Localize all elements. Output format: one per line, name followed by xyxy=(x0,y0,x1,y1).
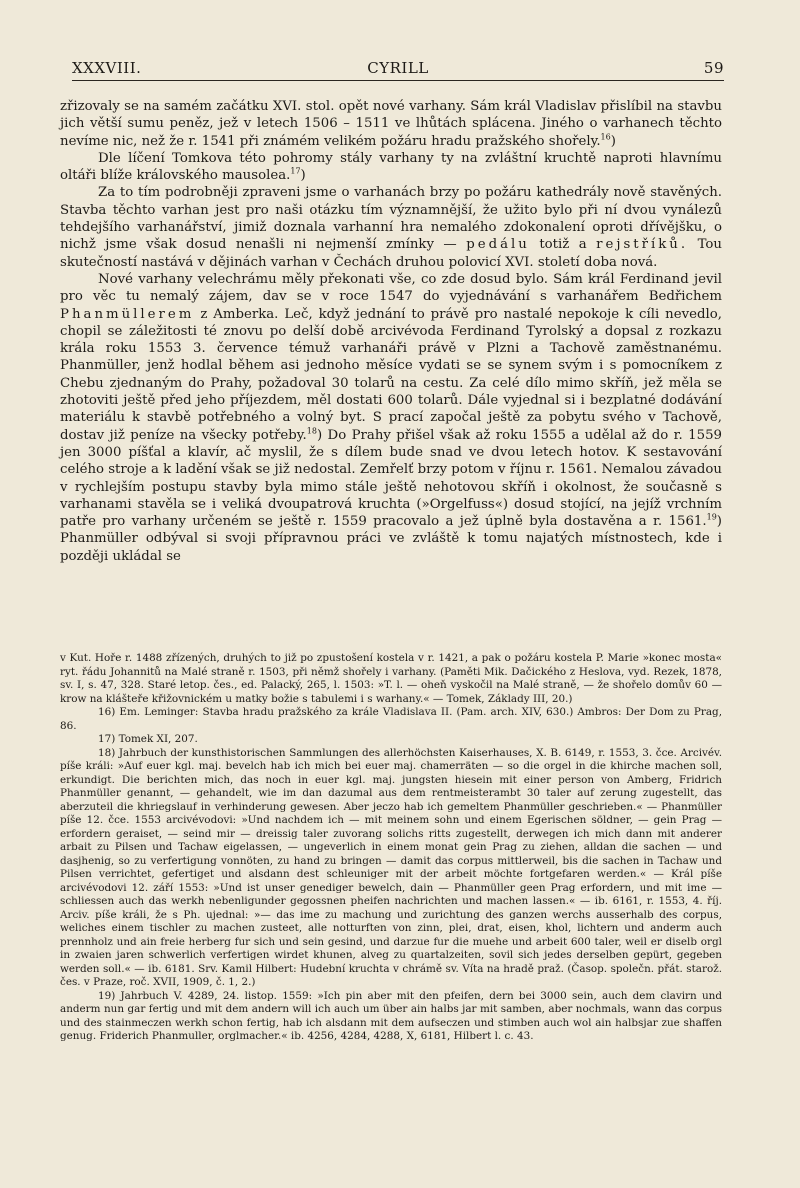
page-number: 59 xyxy=(703,59,724,77)
chapter-number: XXXVIII. xyxy=(72,59,142,77)
footnote-ref-16: 16 xyxy=(600,132,611,142)
footnote-18: 18) Jahrbuch der kunsthistorischen Sammlungen des allerhöchsten Kaiserhauses, X. B. 6149, r. 1553, 3. čce. Arcivév. píše králi: »Auf euer kgl. maj. bevelch hab ich mich bei euer maj. chamerräten — so die orgel in die khirche machen soll, erkundigt. Die berichten mich, das noch in euer kgl. maj. jungsten hiesein mit einer person von Amberg, Fridrich Phanmüller genannt, — gehandelt, wie im dan dazumal aus dem rentmeisterambt 30 taler auf zerung zugestellt, das aberzuteil die khriegslauf in verhinderung gewesen. Aber jeczo hab ich gemeltem Phanmüller geschrieben.« — Phanmüller píše 12. čce. 1553 arcivévodovi: »Und nachdem ich — mit meinem sohn und einem Egerischen söldner, — gein Prag — erfordern geraiset, — seind mir — dreissig taler zuvorang solichs ritts zugestellt, derwegen ich mich dann mit anderer arbait zu Pilsen und Tachaw eigelassen, — ungeverlich in einem monat gein Prag zu ziehen, alldan die sachen — und dasjhenig, so zu verfertigung vonnöten, zu hand zu bringen — damit das corpus mittlerweil, bis die sachen in Tachaw und Pilsen verrichtet, gefertiget und alsdann dest schleuniger mit der arbeit möchte fortgefaren werden.« — Král píše arcivévodovi 12. září 1553: »Und ist unser genediger bewelch, dain — Phanmüller geen Prag erfordern, und mit ime — schliessen auch das werkh nebenligunder gegossnen pheifen nachrichten und machen lassen.« — ib. 6161, r. 1553, 4. říj. Arciv. píše králi, že s Ph. ujednal: »— das ime zu machung und zurichtung des ganzen werchs ausserhalb des corpus, weliches einem tischler zu machen zusteet, alle notturften von zinn, plei, drat, eisen, khol, lichtern und anderm auch prennholz und ain freie herberg fur sich und sein gesind, und darzue fur die muehe und arbeit 600 taler, weil er diselb orgl in zwaien jaren schwerlich verfertigen wirdet khunen, alveg zu quartalzeiten, sovil sich jedes derselben gepürt, gegeben werden soll.« — ib. 6181. Srv. Kamil Hilbert: Hudební kruchta v chrámě sv. Víta na hradě praž. (Časop. společn. přát. starož. čes. v Praze, roč. XVII, 1909, č. 1, 2.) xyxy=(60,746,722,988)
main-text xyxy=(60,98,722,565)
footnote-19: 19) Jahrbuch V. 4289, 24. listop. 1559: »Ich pin aber mit den pfeifen, dern bei 3000 sein, auch dem clavirn und anderm nun gar fertig und mit dem andern will ich auch um über ain halbs jar mit samben, aber nochmals, wann das corpus und des stainmeczen werkh schon fertig, hab ich alsdann mit dem aufseczen und stimben auch wol ain halbsjar zue shaffen genug. Friderich Phanmuller, orglmacher.« ib. 4256, 4284, 4288, X, 6181, Hilbert l. c. 43. xyxy=(60,989,722,1042)
paragraph-1: zřizovaly se na samém začátku XVI. stol. opět nové varhany. Sám král Vladislav přislíbil na stavbu jich větší sumu peněz, jež v letech 1506 – 1511 ve lhůtách splácena. Jiného o varhanech těchto nevíme nic, než že r. 1541 při známém velikém požáru hradu pražského shořely.$^{16}$) xyxy=(60,99,722,149)
spaced-term-pedal: pedálu xyxy=(466,237,530,253)
footnotes xyxy=(60,652,722,1044)
footnote-16: 16) Em. Leminger: Stavba hradu pražského za krále Vladislava II. (Pam. arch. XIV, 630.) Ambros: Der Dom zu Prag, 86. xyxy=(60,706,722,732)
footnote-ref-17: 17 xyxy=(290,166,301,176)
spaced-name-phanmuller: Phanmüllerem xyxy=(60,306,195,322)
footnote-17: 17) Tomek XI, 207. xyxy=(98,733,198,745)
footnote-continued: v Kut. Hoře r. 1488 zřízených, druhých to již po zpustošení kostela v r. 1421, a pak o požáru kostela P. Marie »konec mosta« ryt. řádu Johannitů na Malé straně r. 1503, při němž shořely i varhany. (Paměti Mik. Dačického z Heslova, vyd. Rezek, 1878, sv. I, s. 47, 328. Staré letop. čes., ed. Palacký, 265, l. 1503: »T. l. — oheň vyskočil na Malé straně, — že shořelo domův 60 — krow na klášteře křižovnickém u matky božie s tabulemi i s warhany.« — Tomek, Základy III, 20.) xyxy=(60,652,722,705)
paragraph-4: Nové varhany velechrámu měly překonati vše, co zde dosud bylo. Sám král Ferdinand jevil pro věc tu nemalý zájem, dav se v roce 1547 do vyjednávání s varhanářem Bedřichem Phanmüllerem z Amberka. Leč, když jednání to právě pro nastalé nepokoje k cíli nevedlo, chopil se záležitosti té znovu po delší době arcivévoda Ferdinand Tyrolský a dopsal z rozkazu krála roku 1553 3. července témuž varhanáři právě v Plzni a Tachově zaměstnanému. Phanmüller, jenž hodlal během asi jednoho měsíce vydati se se synem svým i s pomocníkem z Chebu zjednaným do Prahy, požadoval 30 tolarů na cestu. Za celé dílo mimo skříň, jež měla se zhotoviti ještě před jeho příjezdem, měl dostati 600 tolarů. Dále vyjednal si i bezplatné dodávání materiálu k stavbě potřebného a volný byt. S prací započal ještě za pobytu svého v Tachově, dostav již peníze na všecky potřeby.$^{18}$) Do Prahy přišel však až roku 1555 a udělal až do r. 1559 jen 3000 píšťal a klavír, ač myslil, že s dílem bude snad ve dvou letech hotov. K sestavování celého stroje a k ladění však se již nedostal. Zemřelť brzy potom v říjnu r. 1561. Nemalou závadou v rychlejším postupu stavby byla mimo stále ještě nehotovou skříň i okolnost, že současně s varhanami stavěla se i veliká dvoupatrová kruchta (»Orgelfuss«) dosud stojící, na jejíž vrchním patře pro varhany určeném se ještě r. 1559 pracovalo a jež úplně byla dostavěna a r. 1561.19) Phanmüller odbýval si svoji přípravnou práci ve zvláště k tomu najatých místnostech, kde i později ukládal se xyxy=(60,271,723,564)
running-title: CYRILL xyxy=(367,59,429,77)
footnote-ref-19: 19 xyxy=(706,512,717,522)
footnote-ref-18: 18 xyxy=(306,426,317,436)
paragraph-2: Dle líčení Tomkova této pohromy stály varhany ty na zvláštní kruchtě naproti hlavnímu oltáři blíže královského mausolea.$^{17}$) xyxy=(60,150,722,184)
spaced-term-rejstriky: rejstříků. xyxy=(596,237,689,253)
paragraph-3: Za to tím podrobněji zpraveni jsme o varhanách brzy po požáru kathedrály nově stavěných. Stavba těchto varhan jest pro naši otázku tím významnější, že užito bylo při ní dvou vynálezů tehdejšího varhanářství, jimiž doznala varhanní hra nemalého zdokonalení oproti dřívějšku, o nichž jsme však dosud nenašli ni nejmenší zmínky — pedálu totiž a rejstříků. Tou skutečností nastává v dějinách varhan v Čechách druhou polovicí XVI. století doba nová. xyxy=(60,185,722,270)
running-header xyxy=(72,58,724,81)
